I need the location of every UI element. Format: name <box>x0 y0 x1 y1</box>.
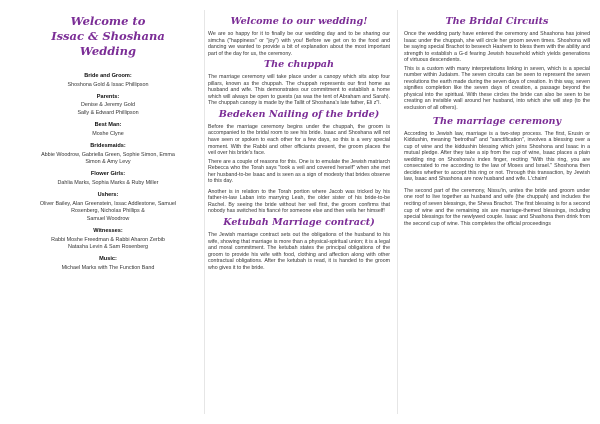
marriage-ceremony-heading: The marriage ceremony <box>432 115 562 127</box>
section-line: Michael Marks with The Function Band <box>61 264 155 271</box>
section-heading: Ushers: <box>97 192 119 199</box>
ketubah-paragraph: The Jewish marriage contract sets out the obligations of the husband to his wife, showing that marriage is more than a physical-spiritual union; it is a legal and moral commitment. The ketubah states the principal obligations of the groom to provide his wife with food, clothing and affection along with other contractual obligations. After the ketubah is read, it is handed to the groom who gives it to the bride. <box>208 232 390 271</box>
section-line: Shoshona Gold & Issac Phillipson <box>67 81 149 88</box>
marriage-ceremony-paragraph: The second part of the ceremony, Nissu'in, unites the bride and groom under one roof to live together as husband and wife (the chuppah) and includes the reciting of seven blessings, the Sheva Brachot. The first blessing is for a second cup of wine and the remaining six are marriage-themed blessings, including special blessings for the newlywed couple. Isaac and Shashona then drink from the second cup of wine. This completes the official proceedings <box>404 187 590 227</box>
bridal-circuits-heading: The Bridal Circuits <box>445 16 549 27</box>
section-line: Simon & Amy Levy <box>85 159 131 166</box>
section-heading: Best Man: <box>94 122 122 129</box>
witnesses-section <box>14 228 202 251</box>
bedeken-paragraph: Before the marriage ceremony begins under the chuppah, the groom is accompanied to the bridal room to see his bride. Isaac and Shoshana will not have seen or spoken to each other for a few days, so this is a very special moment. With the Rabbi and other officiants present, the groom places the veil over his bride's face. <box>208 123 390 157</box>
middle-column <box>208 0 390 424</box>
column-divider <box>397 10 398 414</box>
bride-and-groom-section <box>14 73 202 89</box>
section-heading: Bridesmaids: <box>90 143 126 150</box>
bedeken-heading: Bedeken Nailing of the bride) <box>218 108 380 120</box>
section-heading: Parents: <box>96 93 120 100</box>
program-title: Welcome to Issac & Shoshana Wedding <box>51 14 165 58</box>
section-line: Samuel Woodrow <box>86 215 130 222</box>
music-section <box>14 256 202 272</box>
bedeken-paragraph: Another is in relation to the Torah portion where Jacob was tricked by his father-in-law Laban into marrying Leah, the older sister of his bride-to-be Rachel. By seeing the bride without her veil first, the groom confirms that nobody has switched his fiancé for someone else and then veils her himself! <box>208 188 390 215</box>
bedeken-paragraph: There are a couple of reasons for this. One is to emulate the Jewish matriarch Rebecca who the Torah says "took a veil and covered herself" when she met her husband-to-be Isaac and is seen as a sign of modesty that brides observe to this day. <box>208 158 390 185</box>
flower-girls-section <box>14 171 202 187</box>
bridal-circuits-paragraph: This is a custom with many interpretations linking in seven, which is a special number within Judaism. The seven circuits can be seen to represent the seven revolutions the earth made during the seven days of creation. In this way, seven signifies completion like the seven days of creation, a passage beyond the physical into the spiritual. With these circles the bride can also be seen to be creating an invisible wall around her husband, into which she will step (to the exclusion of all others). <box>404 65 590 112</box>
section-heading: Flower Girls: <box>90 171 126 178</box>
ushers-section <box>14 192 202 223</box>
welcome-paragraph: We are so happy for it to finally be our wedding day and to be sharing our simcha ("happiness" or "joy") with you! Before we get on to the food and dancing we wanted to provide a bit of explanation about the most important part of the day for us, the ceremony. <box>208 31 390 57</box>
section-line: Oliver Bailey, Alan Greenstein, Issac Addlestone, Samuel <box>39 200 177 207</box>
bridesmaids-section <box>14 143 202 166</box>
section-line: Moshe Clyne <box>92 130 124 137</box>
section-line: Natasha Levin & Sam Rosenberg <box>67 243 148 250</box>
section-heading: Music: <box>99 256 117 263</box>
best-man-section <box>14 122 202 138</box>
section-line: Dahlia Marks, Sophia Marks & Ruby Miller <box>57 179 159 186</box>
section-line: Abbie Woodrow, Gabriella Green, Sophie Simon, Emma <box>41 151 175 158</box>
section-line: Denise & Jeremy Gold <box>81 102 135 109</box>
right-column <box>404 0 590 424</box>
chuppah-heading: The chuppah <box>264 59 334 71</box>
welcome-heading: Welcome to our wedding! <box>230 16 368 27</box>
ketubah-heading: Ketubah Marriage contract) <box>223 217 375 229</box>
column-divider <box>204 10 205 414</box>
parents-section <box>14 94 202 117</box>
bridal-circuits-paragraph: Once the wedding party have entered the ceremony and Shashona has joined Isaac under the chuppah, she will circle her groom seven times. Shoshona will be saying special Brachot to beseech Hashem to bless them with the ability and strength to establish a G-d fearing Jewish household which yields generations of virtuous descendents. <box>404 31 590 64</box>
chuppah-paragraph: The marriage ceremony will take place under a canopy which sits atop four pillars, known as the chuppah. The chuppah represents our first home as husband and wife. This demonstrates our commitment to establish a home which will always be open to guests (as was the tent of Abraham and Sarah). The chuppah canopy is made by the Tallit of Shoshana's late father, Eli z"l. <box>208 74 390 107</box>
section-line: Rabbi Moshe Freedman & Rabbi Aharon Zerbib <box>51 236 165 243</box>
section-line: Rosenberg, Nicholas Phillips & <box>71 208 145 215</box>
marriage-ceremony-paragraph: According to Jewish law, marriage is a two-step process. The first, Erusin or Kiddushin, meaning "betrothal" and "sanctification", involves a blessing over a cup of wine and the kiddushin blessing which joins Shoshona and Isaac in a mutual pledge. After they take a sip from the cup of wine, Isaac places a plain wedding ring on Shoshona's index finger, reciting "With this ring, you are consecrated to me according to the law of Moses and Israel." Shoshona then decides whether to accept this ring or not. Through this transaction, by Jewish law, Isaac and Shashona are now husband and wife. L'chaim! <box>404 130 590 183</box>
left-column <box>14 0 202 424</box>
section-heading: Witnesses: <box>93 228 123 235</box>
section-heading: Bride and Groom: <box>84 73 132 79</box>
section-line: Sally & Edward Phillipson <box>77 109 139 116</box>
